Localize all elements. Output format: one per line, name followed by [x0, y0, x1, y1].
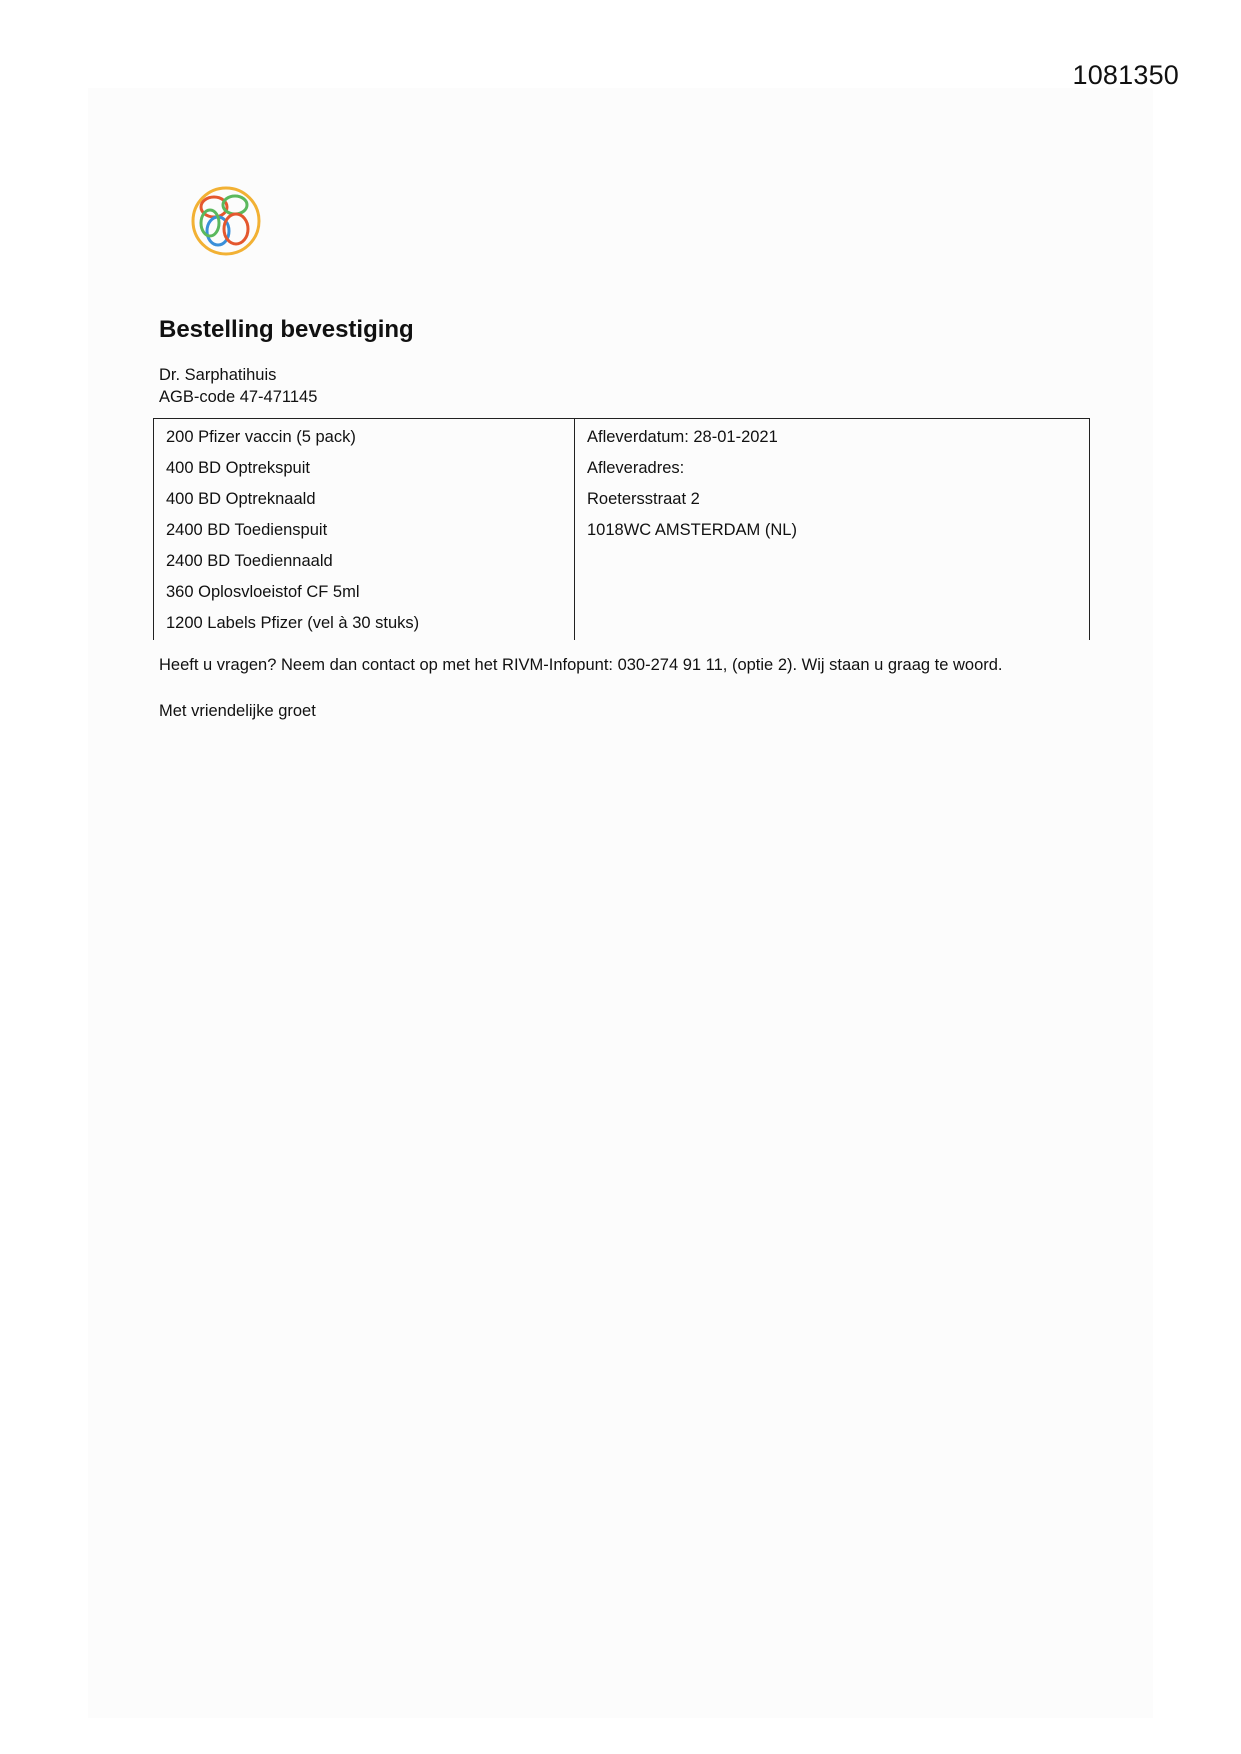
- delivery-city: 1018WC AMSTERDAM (NL): [587, 521, 797, 539]
- document-number: 1081350: [1072, 60, 1179, 90]
- delivery-street: Roetersstraat 2: [587, 490, 700, 508]
- contact-text: Heeft u vragen? Neem dan contact op met het RIVM-Infopunt: 030-274 91 11, (optie 2). Wij staan u graag te woord.: [159, 656, 1003, 674]
- order-item: 1200 Labels Pfizer (vel à 30 stuks): [166, 614, 420, 632]
- delivery-column: [575, 419, 1089, 640]
- recipient-block: [159, 364, 317, 408]
- delivery-address-label: Afleveradres:: [587, 459, 685, 477]
- order-item: 200 Pfizer vaccin (5 pack): [166, 428, 356, 446]
- closing-text: Met vriendelijke groet: [159, 702, 316, 720]
- interlocking-rings-logo-icon: [188, 183, 264, 259]
- order-item: 2400 BD Toedienspuit: [166, 521, 328, 539]
- recipient-name: Dr. Sarphatihuis: [159, 366, 277, 384]
- delivery-date: Afleverdatum: 28-01-2021: [587, 428, 778, 446]
- order-item: 2400 BD Toediennaald: [166, 552, 333, 570]
- order-item: 360 Oplosvloeistof CF 5ml: [166, 583, 360, 601]
- order-table: [153, 418, 1090, 640]
- order-item: 400 BD Optrekspuit: [166, 459, 310, 477]
- order-items-column: [154, 419, 575, 640]
- order-item: 400 BD Optreknaald: [166, 490, 316, 508]
- page-title: Bestelling bevestiging: [159, 316, 414, 343]
- agb-code: AGB-code 47-471145: [159, 388, 318, 406]
